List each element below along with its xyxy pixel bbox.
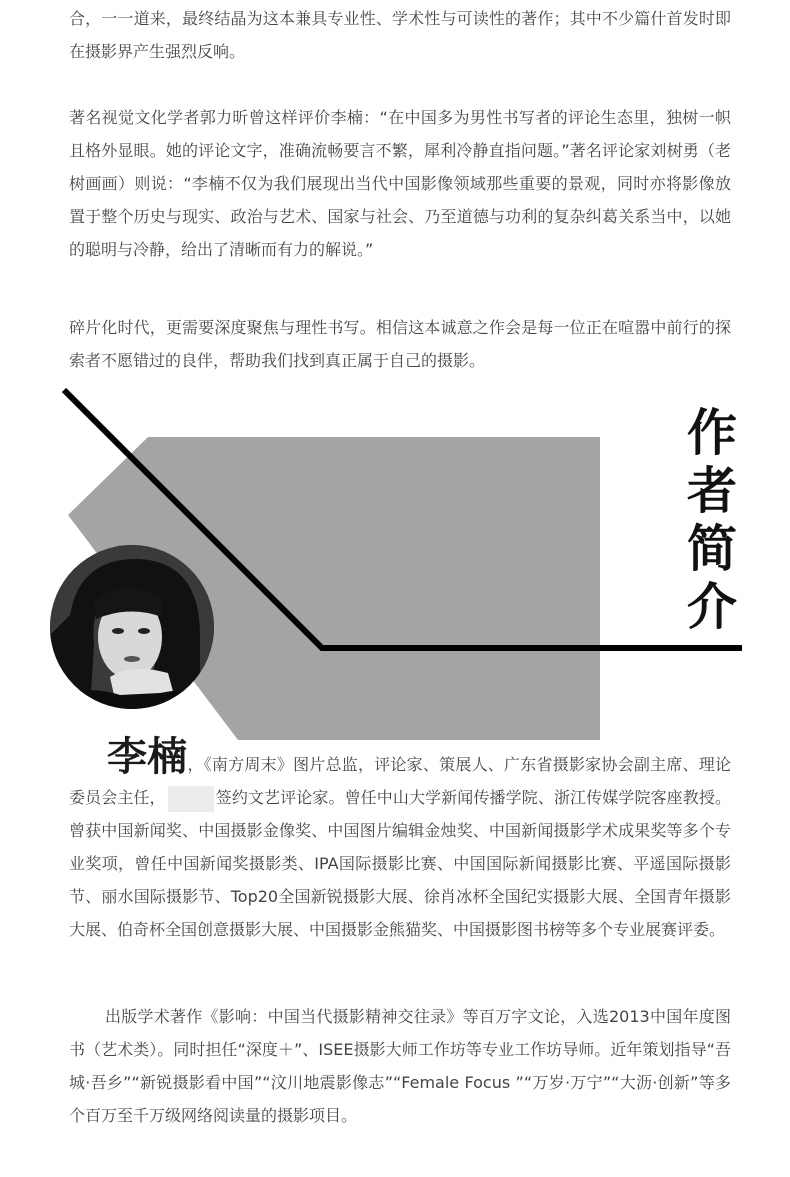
author-bio-paragraph-2: 出版学术著作《影响：中国当代摄影精神交往录》等百万字文论，入选2013中国年度图书（艺术类）。同时担任“深度＋”、ISEE摄影大师工作坊等专业工作坊导师。近年策划指导“吾城·吾乡”“新锐摄影看中国”“汶川地震影像志”“Female Focus ”“万岁·万宁”“大沥·创新”等多个百万至千万级网络阅读量的摄影项目。 — [69, 1007, 731, 1125]
section-heading-author-intro — [682, 404, 742, 636]
intro-paragraph-2: 著名视觉文化学者郭力昕曾这样评价李楠：“在中国多为男性书写者的评论生态里，独树一帜且格外显眼。她的评论文字，准确流畅要言不繁，犀利冷静直指问题。”著名评论家刘树勇（老树画画）则说：“李楠不仅为我们展现出当代中国影像领域那些重要的景观，同时亦将影像放置于整个历史与现实、政治与艺术、国家与社会、乃至道德与功利的复杂纠葛关系当中，以她的聪明与冷静，给出了清晰而有力的解说。” — [69, 108, 731, 259]
author-bio-part-2: 签约文艺评论家。曾任中山大学新闻传播学院、浙江传媒学院客座教授。曾获中国新闻奖、中国摄影金像奖、中国图片编辑金烛奖、中国新闻摄影学术成果奖等多个专业奖项，曾任中国新闻奖摄影类、IPA国际摄影比赛、中国国际新闻摄影比赛、平遥国际摄影节、丽水国际摄影节、Top20全国新锐摄影大展、徐肖冰杯全国纪实摄影大展、全国青年摄影大展、伯奇杯全国创意摄影大展、中国摄影金熊猫奖、中国摄影图书榜等多个专业展赛评委。 — [69, 788, 731, 939]
intro-paragraph-3: 碎片化时代，更需要深度聚焦与理性书写。相信这本诚意之作会是每一位正在喧嚣中前行的探索者不愿错过的良伴，帮助我们找到真正属于自己的摄影。 — [69, 318, 731, 370]
intro-paragraph-1: 合，一一道来，最终结晶为这本兼具专业性、学术性与可读性的著作；其中不少篇什首发时即在摄影界产生强烈反响。 — [69, 9, 731, 61]
author-bio-part-1: ，《南方周末》图片总监，评论家、策展人、广东省摄影家协会副主席、理论委员会主任， — [69, 755, 731, 807]
heading-char: 介 — [687, 578, 737, 636]
heading-char: 简 — [687, 520, 737, 578]
heading-char: 者 — [687, 462, 737, 520]
heading-char: 作 — [687, 404, 737, 462]
author-portrait — [50, 545, 214, 709]
author-name: 李楠 — [107, 734, 188, 780]
redacted-text-box — [168, 786, 214, 812]
author-bio-paragraph-1 — [69, 734, 731, 946]
